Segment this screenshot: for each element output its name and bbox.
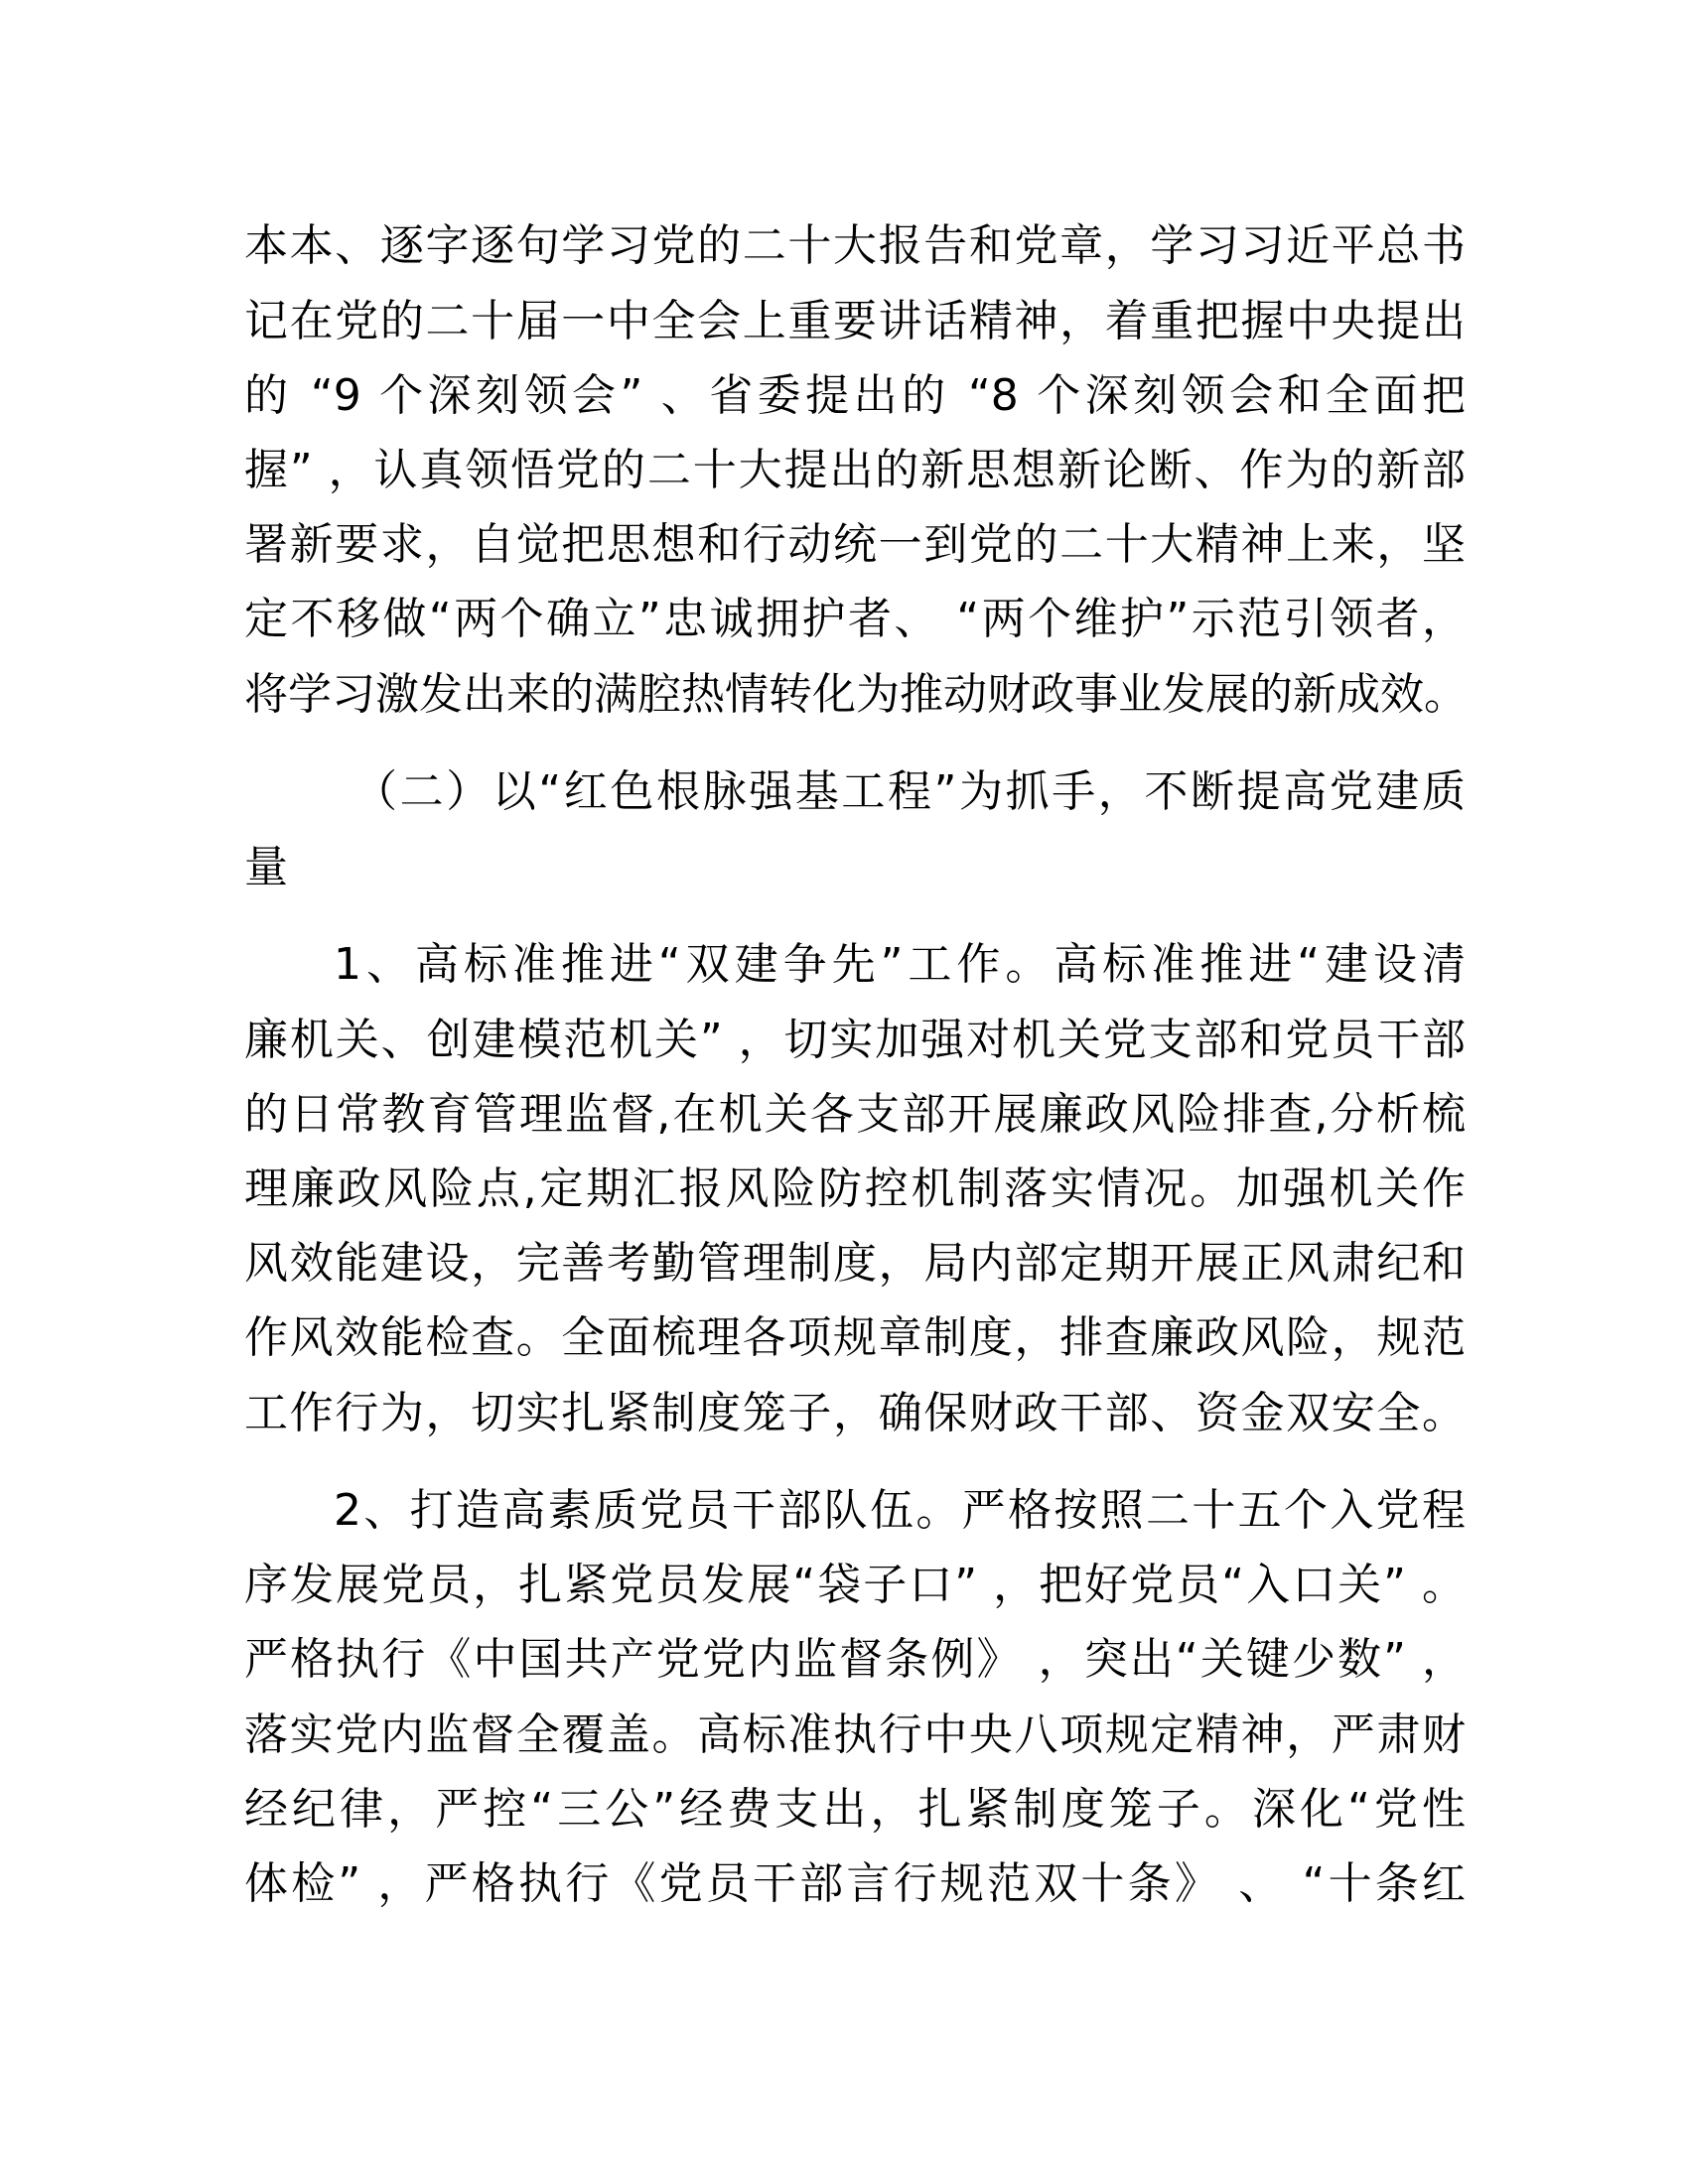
- text-line: 定不移做“两个确立”忠诚拥护者、 “两个维护”示范引领者，: [244, 594, 1466, 644]
- text-line: 将学习激发出来的满腔热情转化为推动财政事业发展的新成效。: [244, 669, 1468, 720]
- text-line: 的日常教育管理监督,在机关各支部开展廉政风险排查,分析梳: [244, 1089, 1466, 1140]
- text-line: 本本、逐字逐句学习党的二十大报告和党章，学习习近平总书: [244, 220, 1466, 271]
- text-line: 的 “9 个深刻领会” 、省委提出的 “8 个深刻领会和全面把: [244, 370, 1466, 421]
- text-line: 署新要求，自觉把思想和行动统一到党的二十大精神上来，坚: [244, 519, 1466, 570]
- text-line: 严格执行《中国共产党党内监督条例》 ，突出“关键少数” ，: [244, 1634, 1466, 1685]
- text-line: 经纪律，严控“三公”经费支出，扎紧制度笼子。深化“党性: [244, 1784, 1466, 1835]
- text-line: 记在党的二十届一中全会上重要讲话精神，着重把握中央提出: [244, 296, 1466, 346]
- section-heading-continued: 量: [244, 842, 288, 892]
- text-line: 廉机关、创建模范机关” ，切实加强对机关党支部和党员干部: [244, 1015, 1466, 1065]
- text-line: 体检” ，严格执行《党员干部言行规范双十条》 、 “十条红: [244, 1858, 1466, 1909]
- text-line: 落实党内监督全覆盖。高标准执行中央八项规定精神，严肃财: [244, 1709, 1466, 1760]
- text-line: 作风效能检查。全面梳理各项规章制度，排查廉政风险，规范: [244, 1312, 1466, 1363]
- section-heading: （二）以“红色根脉强基工程”为抓手，不断提高党建质: [353, 766, 1466, 817]
- text-line: 风效能建设，完善考勤管理制度，局内部定期开展正风肃纪和: [244, 1238, 1466, 1289]
- text-line: 2、打造高素质党员干部队伍。严格按照二十五个入党程: [334, 1485, 1466, 1536]
- text-line: 序发展党员，扎紧党员发展“袋子口” ，把好党员“入口关” 。: [244, 1560, 1466, 1610]
- text-line: 理廉政风险点,定期汇报风险防控机制落实情况。加强机关作: [244, 1163, 1466, 1214]
- text-line: 1、高标准推进“双建争先”工作。高标准推进“建设清: [334, 939, 1466, 990]
- text-line: 握” ，认真领悟党的二十大提出的新思想新论断、作为的新部: [244, 445, 1466, 495]
- text-line: 工作行为，切实扎紧制度笼子，确保财政干部、资金双安全。: [244, 1388, 1466, 1438]
